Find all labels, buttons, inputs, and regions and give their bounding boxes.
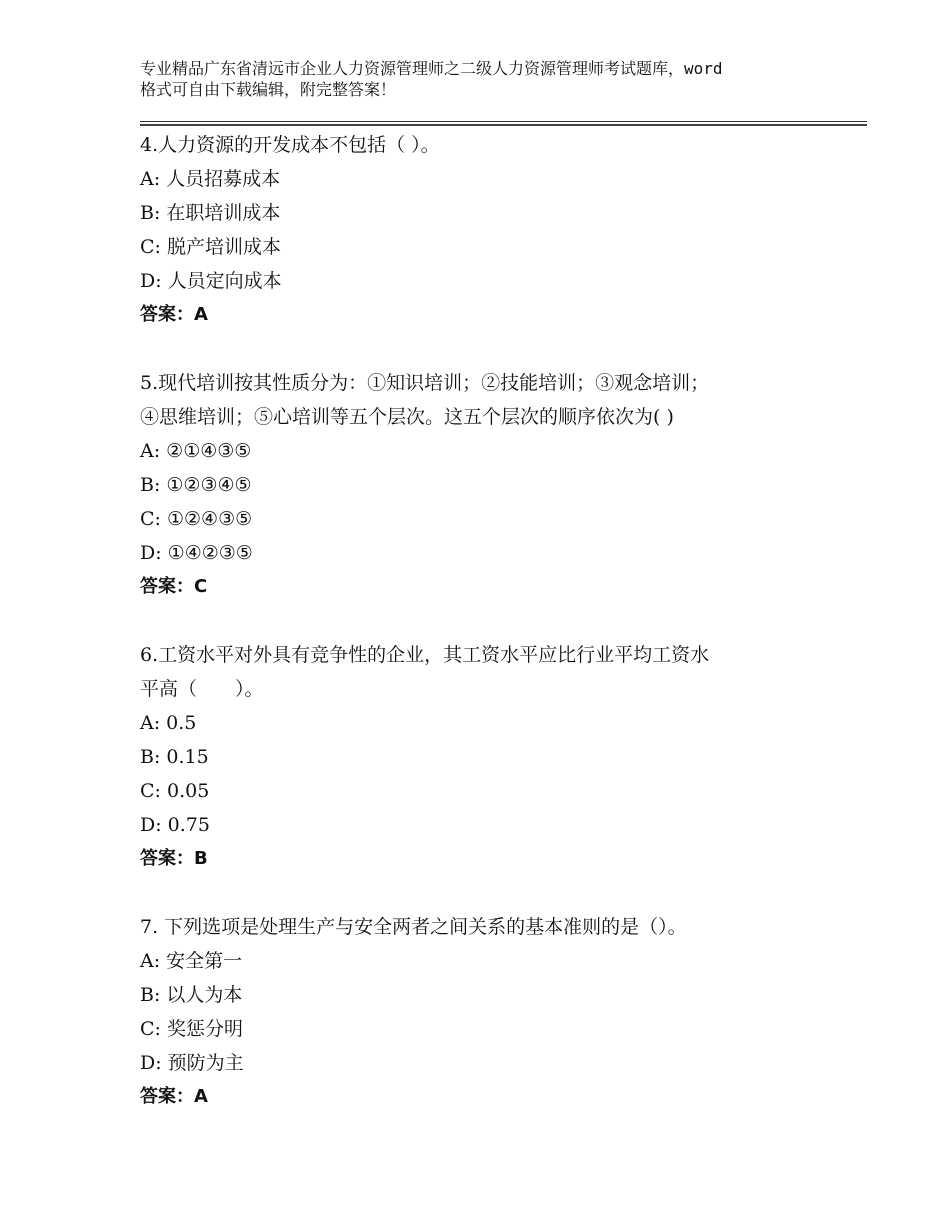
spacer	[140, 332, 840, 366]
answer-label: 答案：A	[140, 1086, 208, 1107]
option-a: A: 人员招募成本	[140, 168, 281, 190]
option-c: C: 脱产培训成本	[140, 236, 281, 258]
option-b: B: 在职培训成本	[140, 202, 281, 224]
option-a: A: ②①④③⑤	[140, 440, 252, 462]
question-block	[140, 366, 840, 604]
option-b: B: 0.15	[140, 746, 209, 768]
option-c: C: 0.05	[140, 780, 210, 802]
document-header	[140, 58, 840, 100]
header-divider-thick	[140, 124, 867, 126]
option-d: D: 人员定向成本	[140, 270, 282, 292]
option-c: C: ①②④③⑤	[140, 508, 253, 530]
option-d: D: 0.75	[140, 814, 210, 836]
option-b: B: ①②③④⑤	[140, 474, 252, 496]
question-stem: 7. 下列选项是处理生产与安全两者之间关系的基本准则的是（）。	[140, 916, 687, 938]
question-block	[140, 128, 840, 332]
header-line-1: 专业精品广东省清远市企业人力资源管理师之二级人力资源管理师考试题库，word	[140, 59, 723, 78]
option-d: D: ①④②③⑤	[140, 542, 253, 564]
header-line-2: 格式可自由下载编辑，附完整答案！	[140, 80, 397, 99]
question-stem: 5.现代培训按其性质分为：①知识培训；②技能培训；③观念培训；	[140, 372, 710, 394]
option-b: B: 以人为本	[140, 984, 243, 1006]
option-a: A: 0.5	[140, 712, 197, 734]
answer-label: 答案：A	[140, 304, 208, 325]
question-stem-continued: ④思维培训；⑤心培训等五个层次。这五个层次的顺序依次为( )	[140, 406, 674, 428]
spacer	[140, 876, 840, 910]
option-c: C: 奖惩分明	[140, 1018, 243, 1040]
header-divider	[140, 121, 867, 122]
question-stem: 6.工资水平对外具有竞争性的企业，其工资水平应比行业平均工资水	[140, 644, 710, 666]
question-stem: 4.人力资源的开发成本不包括（ ）。	[140, 134, 440, 156]
question-block	[140, 638, 840, 876]
question-block	[140, 910, 840, 1114]
question-list	[140, 128, 840, 1114]
spacer	[140, 604, 840, 638]
question-stem-continued: 平高（ ）。	[140, 678, 264, 700]
answer-label: 答案：B	[140, 848, 208, 869]
answer-label: 答案：C	[140, 576, 208, 597]
option-a: A: 安全第一	[140, 950, 243, 972]
option-d: D: 预防为主	[140, 1052, 244, 1074]
